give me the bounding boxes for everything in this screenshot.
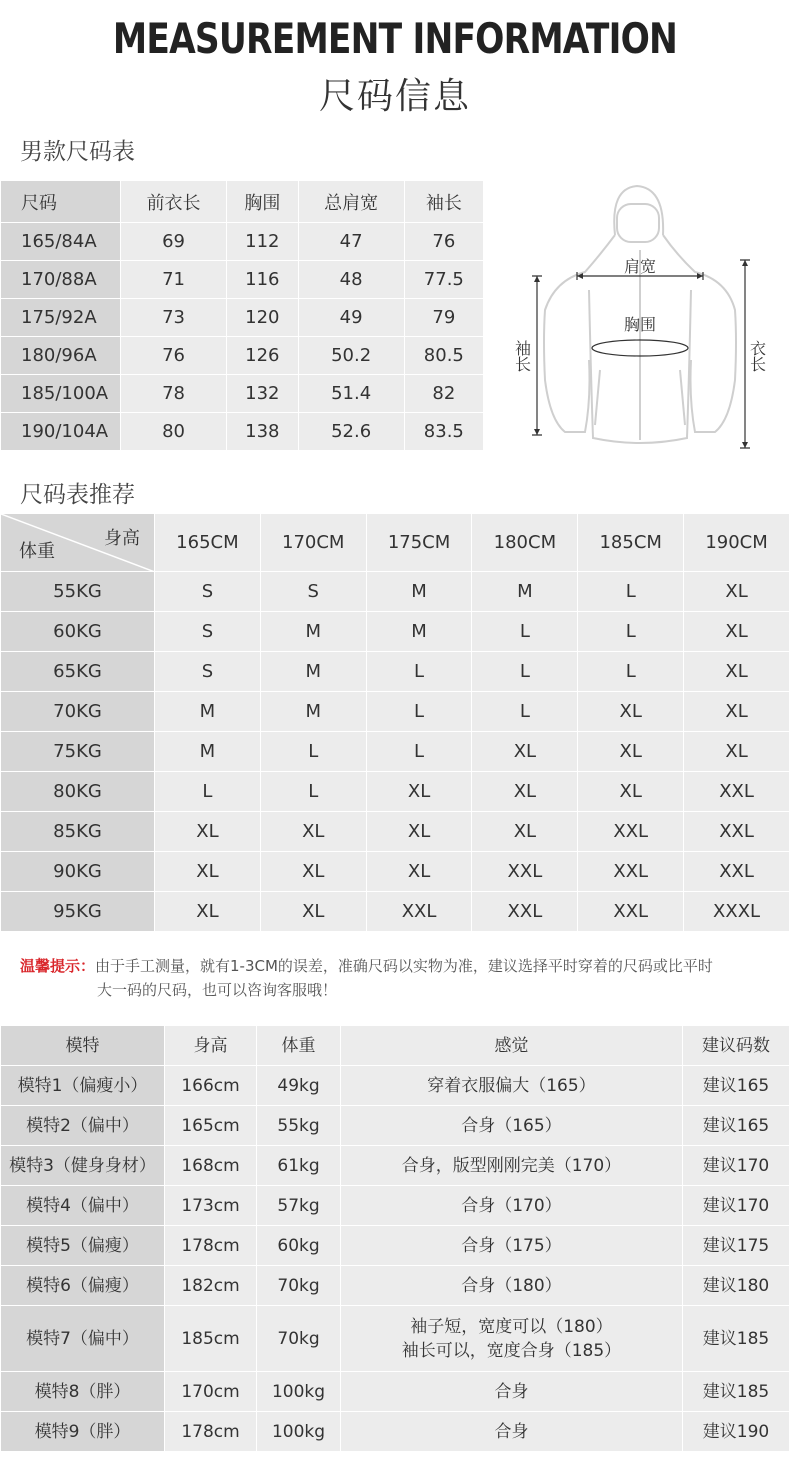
recommend-title: 尺码表推荐 bbox=[20, 482, 135, 508]
model-advice: 建议180 bbox=[682, 1266, 789, 1306]
table-row bbox=[1, 223, 484, 261]
size-cell: XXL bbox=[472, 892, 578, 932]
sleeve-label: 袖长 bbox=[512, 340, 532, 372]
size-cell: L bbox=[260, 772, 366, 812]
model-weight: 70kg bbox=[257, 1266, 341, 1306]
table-cell: 73 bbox=[121, 299, 227, 337]
corner-height-label: 身高 bbox=[104, 528, 140, 549]
model-feel bbox=[340, 1186, 682, 1226]
model-advice: 建议170 bbox=[682, 1186, 789, 1226]
size-cell: XXL bbox=[684, 772, 790, 812]
size-cell: XL bbox=[684, 732, 790, 772]
model-weight: 70kg bbox=[257, 1306, 341, 1372]
size-cell: XL bbox=[684, 612, 790, 652]
table-cell: 78 bbox=[121, 375, 227, 413]
table-row bbox=[1, 375, 484, 413]
size-cell: XL bbox=[684, 692, 790, 732]
model-height: 185cm bbox=[165, 1306, 257, 1372]
size-cell: XL bbox=[155, 852, 261, 892]
size-cell: L bbox=[366, 732, 472, 772]
table-cell: 69 bbox=[121, 223, 227, 261]
model-weight: 55kg bbox=[257, 1106, 341, 1146]
table-cell: 112 bbox=[227, 223, 298, 261]
table-row bbox=[1, 612, 790, 652]
size-cell: XL bbox=[472, 812, 578, 852]
model-advice: 建议165 bbox=[682, 1066, 789, 1106]
height-header: 175CM bbox=[366, 514, 472, 572]
size-cell: XL bbox=[684, 652, 790, 692]
tip-label: 温馨提示： bbox=[20, 957, 96, 975]
model-feel bbox=[340, 1146, 682, 1186]
size-cell: XXL bbox=[366, 892, 472, 932]
size-cell: XL bbox=[578, 772, 684, 812]
table-row bbox=[1, 652, 790, 692]
model-height: 166cm bbox=[165, 1066, 257, 1106]
model-height: 170cm bbox=[165, 1372, 257, 1412]
size-cell: XL bbox=[578, 732, 684, 772]
model-name: 模特2（偏中） bbox=[1, 1106, 165, 1146]
feel-line: 袖子短，宽度可以（180） bbox=[410, 1316, 613, 1337]
model-name: 模特1（偏瘦小） bbox=[1, 1066, 165, 1106]
table-row bbox=[1, 1186, 790, 1226]
size-cell: XL bbox=[684, 572, 790, 612]
table-cell: 82 bbox=[404, 375, 483, 413]
corner-weight-label: 体重 bbox=[19, 541, 55, 562]
size-cell: XL bbox=[366, 852, 472, 892]
model-feel bbox=[340, 1306, 682, 1372]
size-cell: XXL bbox=[578, 852, 684, 892]
column-header: 前衣长 bbox=[121, 181, 227, 223]
model-advice: 建议175 bbox=[682, 1226, 789, 1266]
model-feel bbox=[340, 1412, 682, 1452]
height-header: 180CM bbox=[472, 514, 578, 572]
model-name: 模特8（胖） bbox=[1, 1372, 165, 1412]
size-cell: L bbox=[578, 572, 684, 612]
model-feel bbox=[340, 1066, 682, 1106]
tip-line2: 大一码的尺码，也可以咨询客服哦！ bbox=[97, 981, 338, 999]
table-cell: 132 bbox=[227, 375, 298, 413]
column-header: 尺码 bbox=[1, 181, 121, 223]
table-cell: 50.2 bbox=[298, 337, 404, 375]
table-cell: 138 bbox=[227, 413, 298, 451]
table-row bbox=[1, 1226, 790, 1266]
size-cell: M bbox=[366, 572, 472, 612]
size-cell: XXXL bbox=[684, 892, 790, 932]
height-header: 165CM bbox=[155, 514, 261, 572]
shoulder-label: 肩宽 bbox=[623, 257, 657, 276]
table-row bbox=[1, 1372, 790, 1412]
feel-line: 袖长可以，宽度合身（185） bbox=[401, 1340, 622, 1361]
table-cell: 120 bbox=[227, 299, 298, 337]
model-feel bbox=[340, 1106, 682, 1146]
table-row bbox=[1, 1146, 790, 1186]
weight-label: 95KG bbox=[1, 892, 155, 932]
model-height: 182cm bbox=[165, 1266, 257, 1306]
weight-label: 80KG bbox=[1, 772, 155, 812]
table-cell: 76 bbox=[121, 337, 227, 375]
feel-line: 合身 bbox=[494, 1421, 529, 1442]
table-cell: 77.5 bbox=[404, 261, 483, 299]
size-cell: L bbox=[472, 612, 578, 652]
model-table bbox=[0, 1025, 790, 1452]
size-cell: XL bbox=[260, 852, 366, 892]
size-cell: L bbox=[366, 692, 472, 732]
corner-cell bbox=[1, 514, 155, 572]
column-header: 总肩宽 bbox=[298, 181, 404, 223]
size-cell: L bbox=[578, 652, 684, 692]
size-cell: S bbox=[260, 572, 366, 612]
size-cell: XL bbox=[578, 692, 684, 732]
size-cell: S bbox=[155, 652, 261, 692]
tip-note bbox=[20, 954, 780, 1002]
column-header: 身高 bbox=[165, 1026, 257, 1066]
size-cell: M bbox=[260, 692, 366, 732]
size-cell: XL bbox=[472, 732, 578, 772]
weight-label: 75KG bbox=[1, 732, 155, 772]
height-header: 185CM bbox=[578, 514, 684, 572]
model-weight: 100kg bbox=[257, 1412, 341, 1452]
jacket-diagram bbox=[505, 180, 785, 455]
weight-label: 85KG bbox=[1, 812, 155, 852]
model-height: 173cm bbox=[165, 1186, 257, 1226]
size-table-title: 男款尺码表 bbox=[20, 139, 135, 165]
table-cell: 126 bbox=[227, 337, 298, 375]
table-cell: 116 bbox=[227, 261, 298, 299]
size-cell: XL bbox=[366, 772, 472, 812]
table-header-row bbox=[1, 514, 790, 572]
size-cell: XL bbox=[472, 772, 578, 812]
model-feel bbox=[340, 1372, 682, 1412]
model-weight: 49kg bbox=[257, 1066, 341, 1106]
size-label: 170/88A bbox=[1, 261, 121, 299]
size-cell: XXL bbox=[578, 812, 684, 852]
size-cell: M bbox=[260, 612, 366, 652]
table-cell: 80.5 bbox=[404, 337, 483, 375]
feel-line: 合身（175） bbox=[461, 1235, 562, 1256]
model-advice: 建议170 bbox=[682, 1146, 789, 1186]
table-row bbox=[1, 1266, 790, 1306]
table-row bbox=[1, 892, 790, 932]
table-row bbox=[1, 299, 484, 337]
weight-label: 65KG bbox=[1, 652, 155, 692]
column-header: 感觉 bbox=[340, 1026, 682, 1066]
table-row bbox=[1, 692, 790, 732]
model-name: 模特3（健身身材） bbox=[1, 1146, 165, 1186]
model-advice: 建议185 bbox=[682, 1306, 789, 1372]
column-header: 胸围 bbox=[227, 181, 298, 223]
table-cell: 80 bbox=[121, 413, 227, 451]
model-height: 178cm bbox=[165, 1226, 257, 1266]
size-cell: XL bbox=[366, 812, 472, 852]
size-label: 190/104A bbox=[1, 413, 121, 451]
model-advice: 建议190 bbox=[682, 1412, 789, 1452]
model-advice: 建议185 bbox=[682, 1372, 789, 1412]
table-header-row bbox=[1, 181, 484, 223]
size-cell: XXL bbox=[578, 892, 684, 932]
model-feel bbox=[340, 1226, 682, 1266]
size-cell: XXL bbox=[684, 812, 790, 852]
size-cell: M bbox=[260, 652, 366, 692]
page-title-en: MEASUREMENT INFORMATION bbox=[112, 14, 678, 63]
table-row bbox=[1, 772, 790, 812]
table-row bbox=[1, 1306, 790, 1372]
size-cell: XXL bbox=[684, 852, 790, 892]
size-label: 180/96A bbox=[1, 337, 121, 375]
model-height: 168cm bbox=[165, 1146, 257, 1186]
tip-line1: 由于手工测量，就有1-3CM的误差，准确尺码以实物为准，建议选择平时穿着的尺码或比平时 bbox=[95, 957, 713, 975]
weight-label: 70KG bbox=[1, 692, 155, 732]
height-header: 170CM bbox=[260, 514, 366, 572]
size-cell: M bbox=[472, 572, 578, 612]
table-row bbox=[1, 1066, 790, 1106]
model-advice: 建议165 bbox=[682, 1106, 789, 1146]
model-weight: 57kg bbox=[257, 1186, 341, 1226]
column-header: 袖长 bbox=[404, 181, 483, 223]
table-row bbox=[1, 261, 484, 299]
table-row bbox=[1, 1412, 790, 1452]
model-weight: 100kg bbox=[257, 1372, 341, 1412]
feel-line: 合身（165） bbox=[461, 1115, 562, 1136]
size-label: 185/100A bbox=[1, 375, 121, 413]
size-cell: XL bbox=[155, 812, 261, 852]
weight-label: 90KG bbox=[1, 852, 155, 892]
size-cell: L bbox=[366, 652, 472, 692]
size-cell: L bbox=[260, 732, 366, 772]
table-row bbox=[1, 1106, 790, 1146]
size-cell: M bbox=[155, 732, 261, 772]
size-cell: XL bbox=[260, 812, 366, 852]
height-header: 190CM bbox=[684, 514, 790, 572]
column-header: 体重 bbox=[257, 1026, 341, 1066]
size-cell: L bbox=[472, 652, 578, 692]
feel-line: 合身，版型刚刚完美（170） bbox=[401, 1155, 622, 1176]
size-cell: L bbox=[155, 772, 261, 812]
size-cell: XL bbox=[155, 892, 261, 932]
column-header: 建议码数 bbox=[682, 1026, 789, 1066]
model-height: 178cm bbox=[165, 1412, 257, 1452]
model-feel bbox=[340, 1266, 682, 1306]
table-cell: 83.5 bbox=[404, 413, 483, 451]
column-header: 模特 bbox=[1, 1026, 165, 1066]
feel-line: 合身 bbox=[494, 1381, 529, 1402]
table-row bbox=[1, 732, 790, 772]
model-weight: 60kg bbox=[257, 1226, 341, 1266]
model-name: 模特4（偏中） bbox=[1, 1186, 165, 1226]
size-cell: XL bbox=[260, 892, 366, 932]
model-weight: 61kg bbox=[257, 1146, 341, 1186]
model-height: 165cm bbox=[165, 1106, 257, 1146]
table-cell: 51.4 bbox=[298, 375, 404, 413]
feel-line: 合身（170） bbox=[461, 1195, 562, 1216]
table-cell: 76 bbox=[404, 223, 483, 261]
weight-label: 55KG bbox=[1, 572, 155, 612]
feel-line: 合身（180） bbox=[461, 1275, 562, 1296]
size-cell: M bbox=[366, 612, 472, 652]
table-cell: 47 bbox=[298, 223, 404, 261]
model-name: 模特9（胖） bbox=[1, 1412, 165, 1452]
size-cell: L bbox=[578, 612, 684, 652]
size-label: 165/84A bbox=[1, 223, 121, 261]
table-row bbox=[1, 337, 484, 375]
size-label: 175/92A bbox=[1, 299, 121, 337]
table-cell: 71 bbox=[121, 261, 227, 299]
table-row bbox=[1, 852, 790, 892]
chest-label: 胸围 bbox=[623, 315, 657, 334]
feel-line: 穿着衣服偏大（165） bbox=[427, 1075, 596, 1096]
recommend-table bbox=[0, 513, 790, 932]
size-cell: S bbox=[155, 572, 261, 612]
size-cell: S bbox=[155, 612, 261, 652]
table-row bbox=[1, 413, 484, 451]
table-cell: 52.6 bbox=[298, 413, 404, 451]
size-cell: M bbox=[155, 692, 261, 732]
table-cell: 49 bbox=[298, 299, 404, 337]
table-row bbox=[1, 812, 790, 852]
table-cell: 79 bbox=[404, 299, 483, 337]
size-table bbox=[0, 180, 484, 451]
table-header-row bbox=[1, 1026, 790, 1066]
model-name: 模特7（偏中） bbox=[1, 1306, 165, 1372]
model-name: 模特6（偏瘦） bbox=[1, 1266, 165, 1306]
table-row bbox=[1, 572, 790, 612]
page-title-cn: 尺码信息 bbox=[318, 76, 471, 117]
length-label: 衣长 bbox=[747, 340, 767, 372]
weight-label: 60KG bbox=[1, 612, 155, 652]
model-name: 模特5（偏瘦） bbox=[1, 1226, 165, 1266]
size-cell: XXL bbox=[472, 852, 578, 892]
size-cell: L bbox=[472, 692, 578, 732]
table-cell: 48 bbox=[298, 261, 404, 299]
